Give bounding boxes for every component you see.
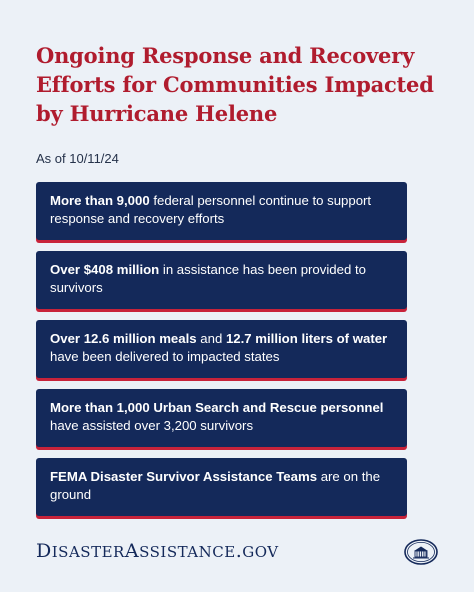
- fact-card: [36, 251, 407, 309]
- fact-card: [36, 458, 407, 516]
- fact-text: and: [196, 331, 226, 346]
- fact-highlight: Over $408 million: [50, 262, 160, 277]
- fact-card: [36, 320, 407, 378]
- website-link[interactable]: DISASTERASSISTANCE.GOV: [36, 540, 279, 562]
- fact-highlight: 12.7 million liters of water: [225, 331, 388, 346]
- facts-list: [36, 182, 407, 527]
- fact-text: have been delivered to impacted states: [50, 349, 280, 364]
- fact-text: have assisted over 3,200 survivors: [50, 418, 254, 433]
- fact-highlight: FEMA Disaster Survivor Assistance Teams: [50, 469, 318, 484]
- fact-text: in assistance has been provided to survivors: [50, 262, 366, 295]
- fact-card: [36, 182, 407, 240]
- fact-highlight: More than 1,000 Urban Search and Rescue personnel: [50, 400, 384, 415]
- fact-text: federal personnel continue to support response and recovery efforts: [50, 193, 372, 226]
- fact-text: are on the ground: [50, 469, 381, 502]
- fact-card: [36, 389, 407, 447]
- white-house-seal-icon: [404, 539, 438, 565]
- as-of-date: As of 10/11/24: [36, 151, 119, 166]
- page-title: Ongoing Response and Recovery Efforts for Communities Impacted by Hurricane Helene: [36, 43, 434, 126]
- fact-highlight: Over 12.6 million meals: [50, 331, 197, 346]
- fact-highlight: More than 9,000: [50, 193, 150, 208]
